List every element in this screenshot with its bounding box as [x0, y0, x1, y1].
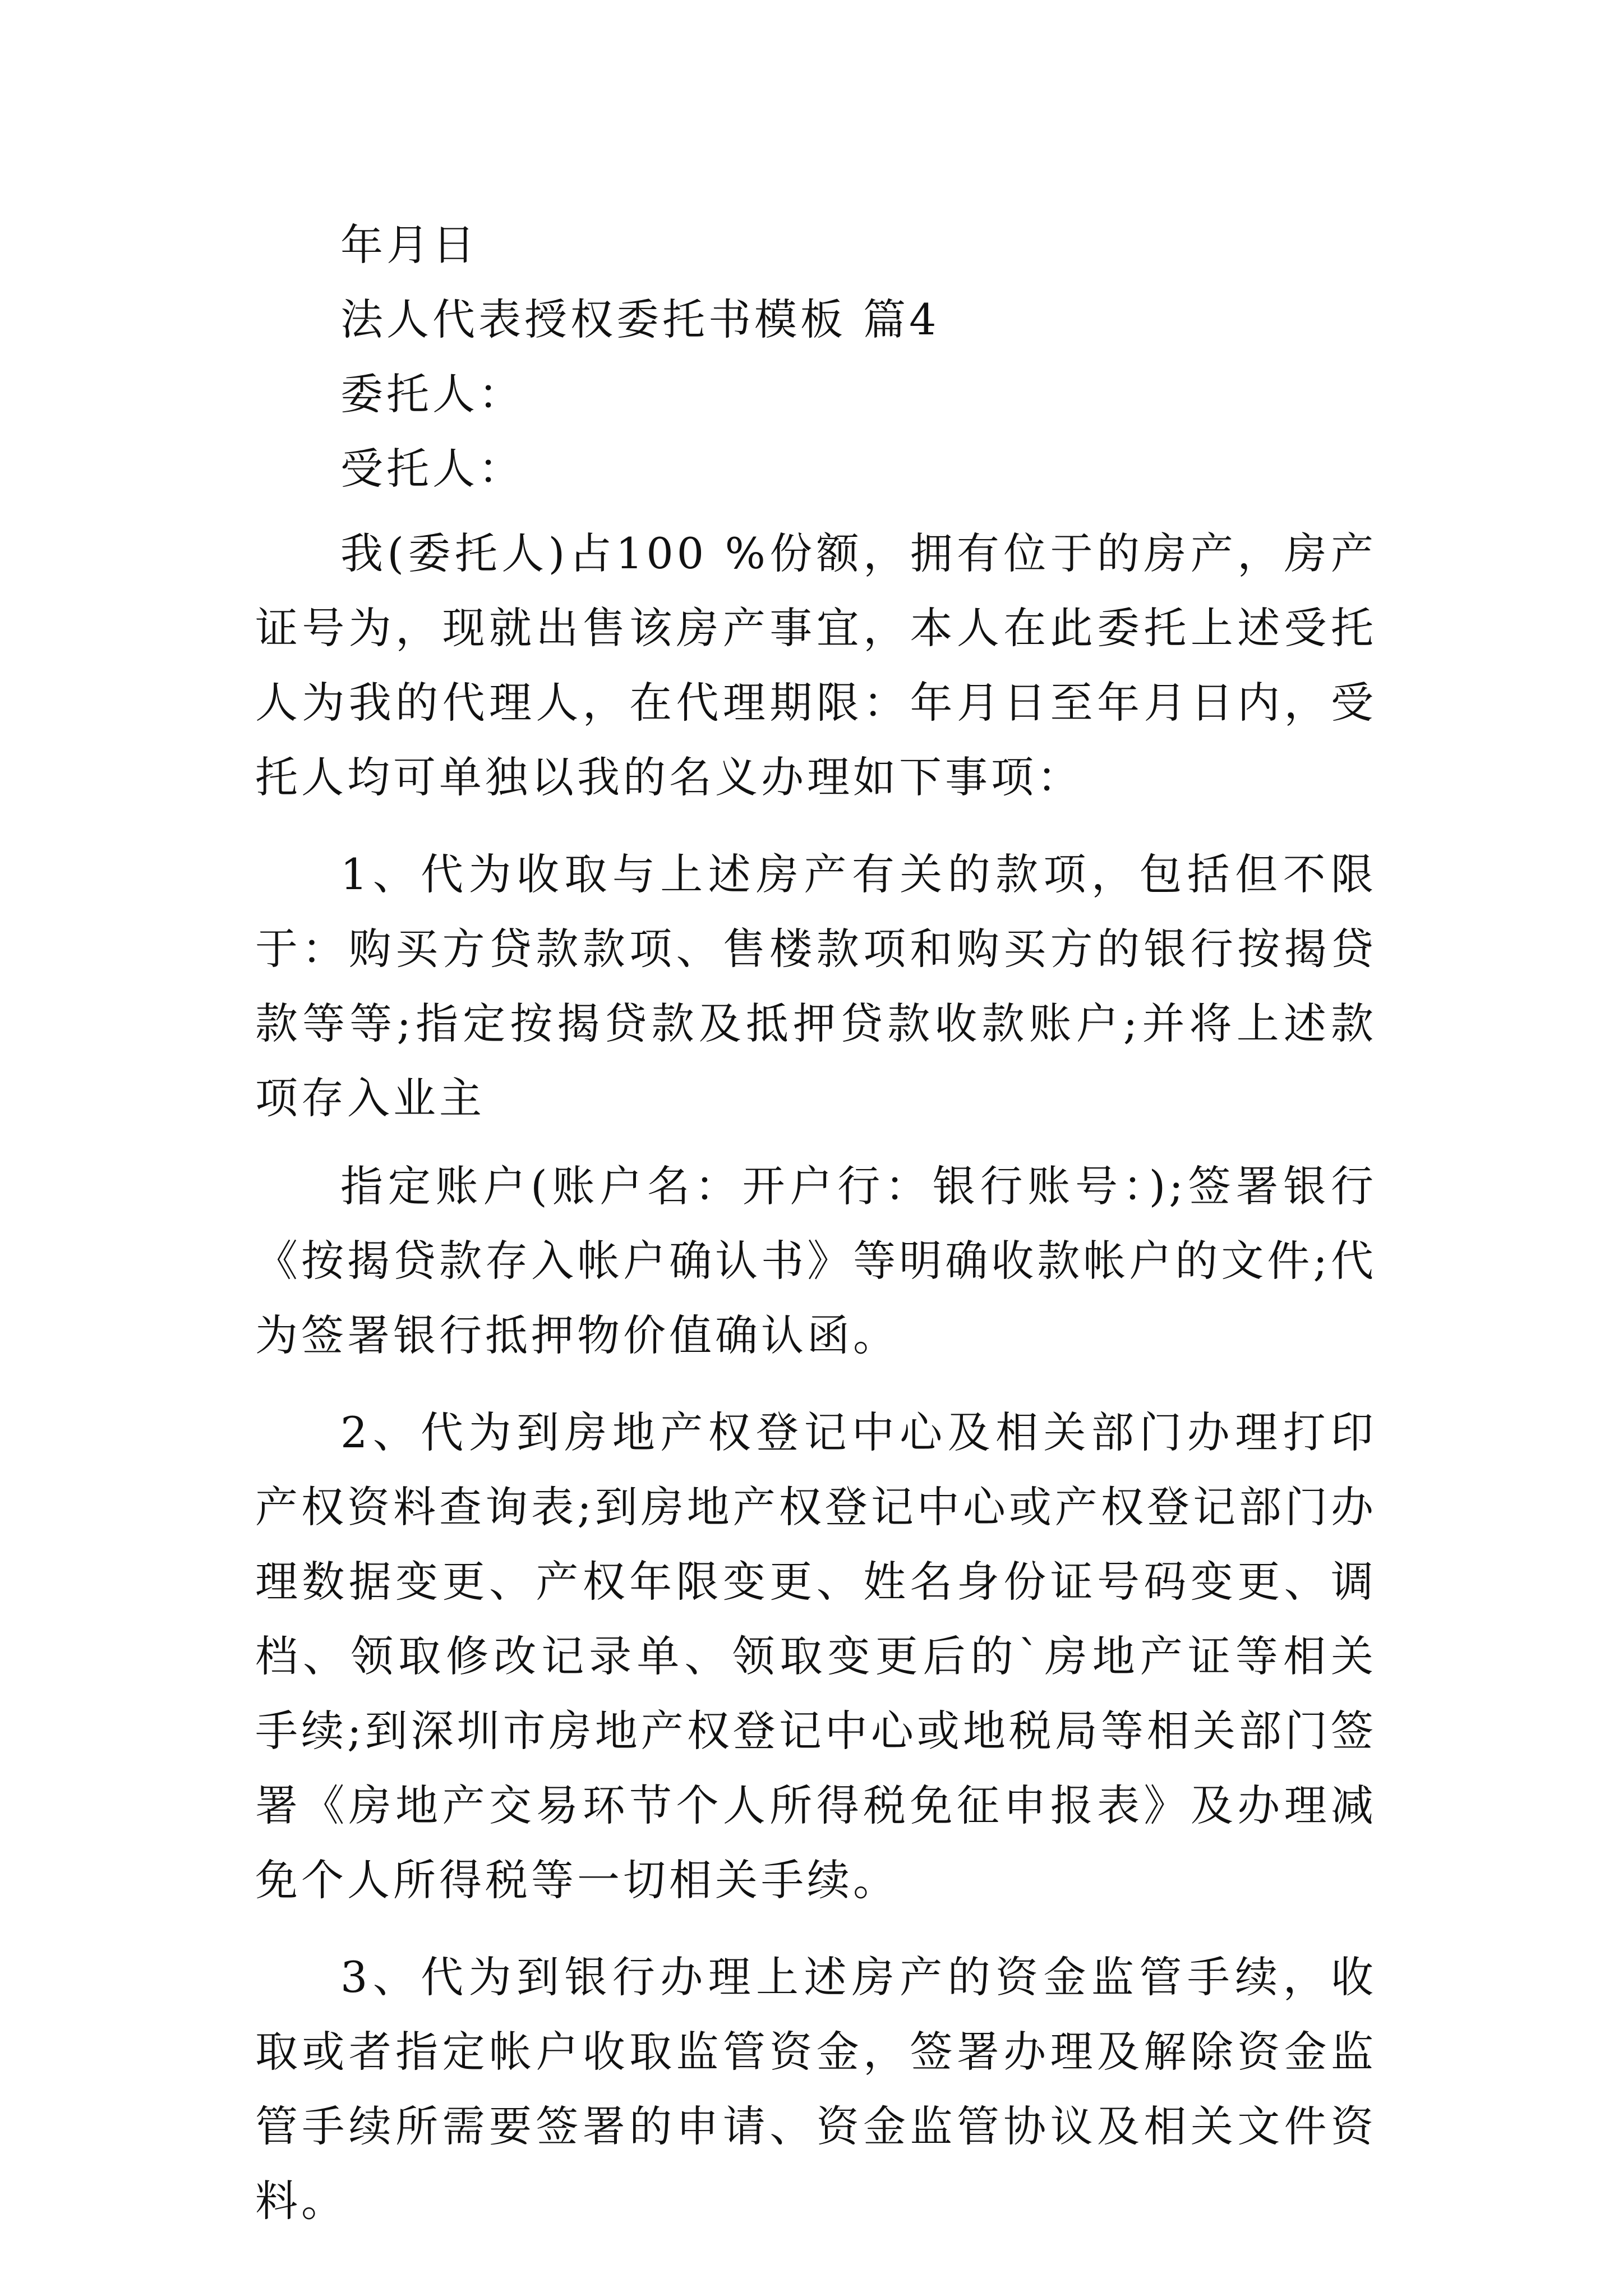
- item-3-paragraph: 3、代为到银行办理上述房产的资金监管手续，收取或者指定帐户收取监管资金，签署办理及解除资金监管手续所需要签署的申请、资金监管协议及相关文件资料。: [255, 1952, 1377, 2226]
- item-1-continuation-paragraph: 指定账户(账户名：开户行：银行账号：);签署银行《按揭贷款存入帐户确认书》等明确收款帐户的文件;代为签署银行抵押物价值确认函。: [255, 1161, 1377, 1360]
- intro-paragraph: 我(委托人)占100 %份额，拥有位于的房产，房产证号为，现就出售该房产事宜，本人在此委托上述受托人为我的代理人，在代理期限：年月日至年月日内，受托人均可单独以我的名义办理如下事项：: [255, 528, 1377, 802]
- document-body: [255, 208, 1377, 2261]
- item-1-paragraph: 1、代为收取与上述房产有关的款项，包括但不限于：购买方贷款款项、售楼款项和购买方的银行按揭贷款等等;指定按揭贷款及抵押贷款收款账户;并将上述款项存入业主: [255, 849, 1377, 1123]
- agent-label: 受托人：: [340, 444, 524, 494]
- document-heading: 法人代表授权委托书模板 篇4: [340, 295, 940, 344]
- principal-label: 委托人：: [340, 369, 524, 419]
- date-line: 年月日: [340, 220, 478, 270]
- item-2-paragraph: 2、代为到房地产权登记中心及相关部门办理打印产权资料查询表;到房地产权登记中心或产权登记部门办理数据变更、产权年限变更、姓名身份证号码变更、调档、领取修改记录单、领取变更后的`房地产证等相关手续;到深圳市房地产权登记中心或地税局等相关部门签署《房地产交易环节个人所得税免征申报表》及办理减免个人所得税等一切相关手续。: [255, 1407, 1377, 1905]
